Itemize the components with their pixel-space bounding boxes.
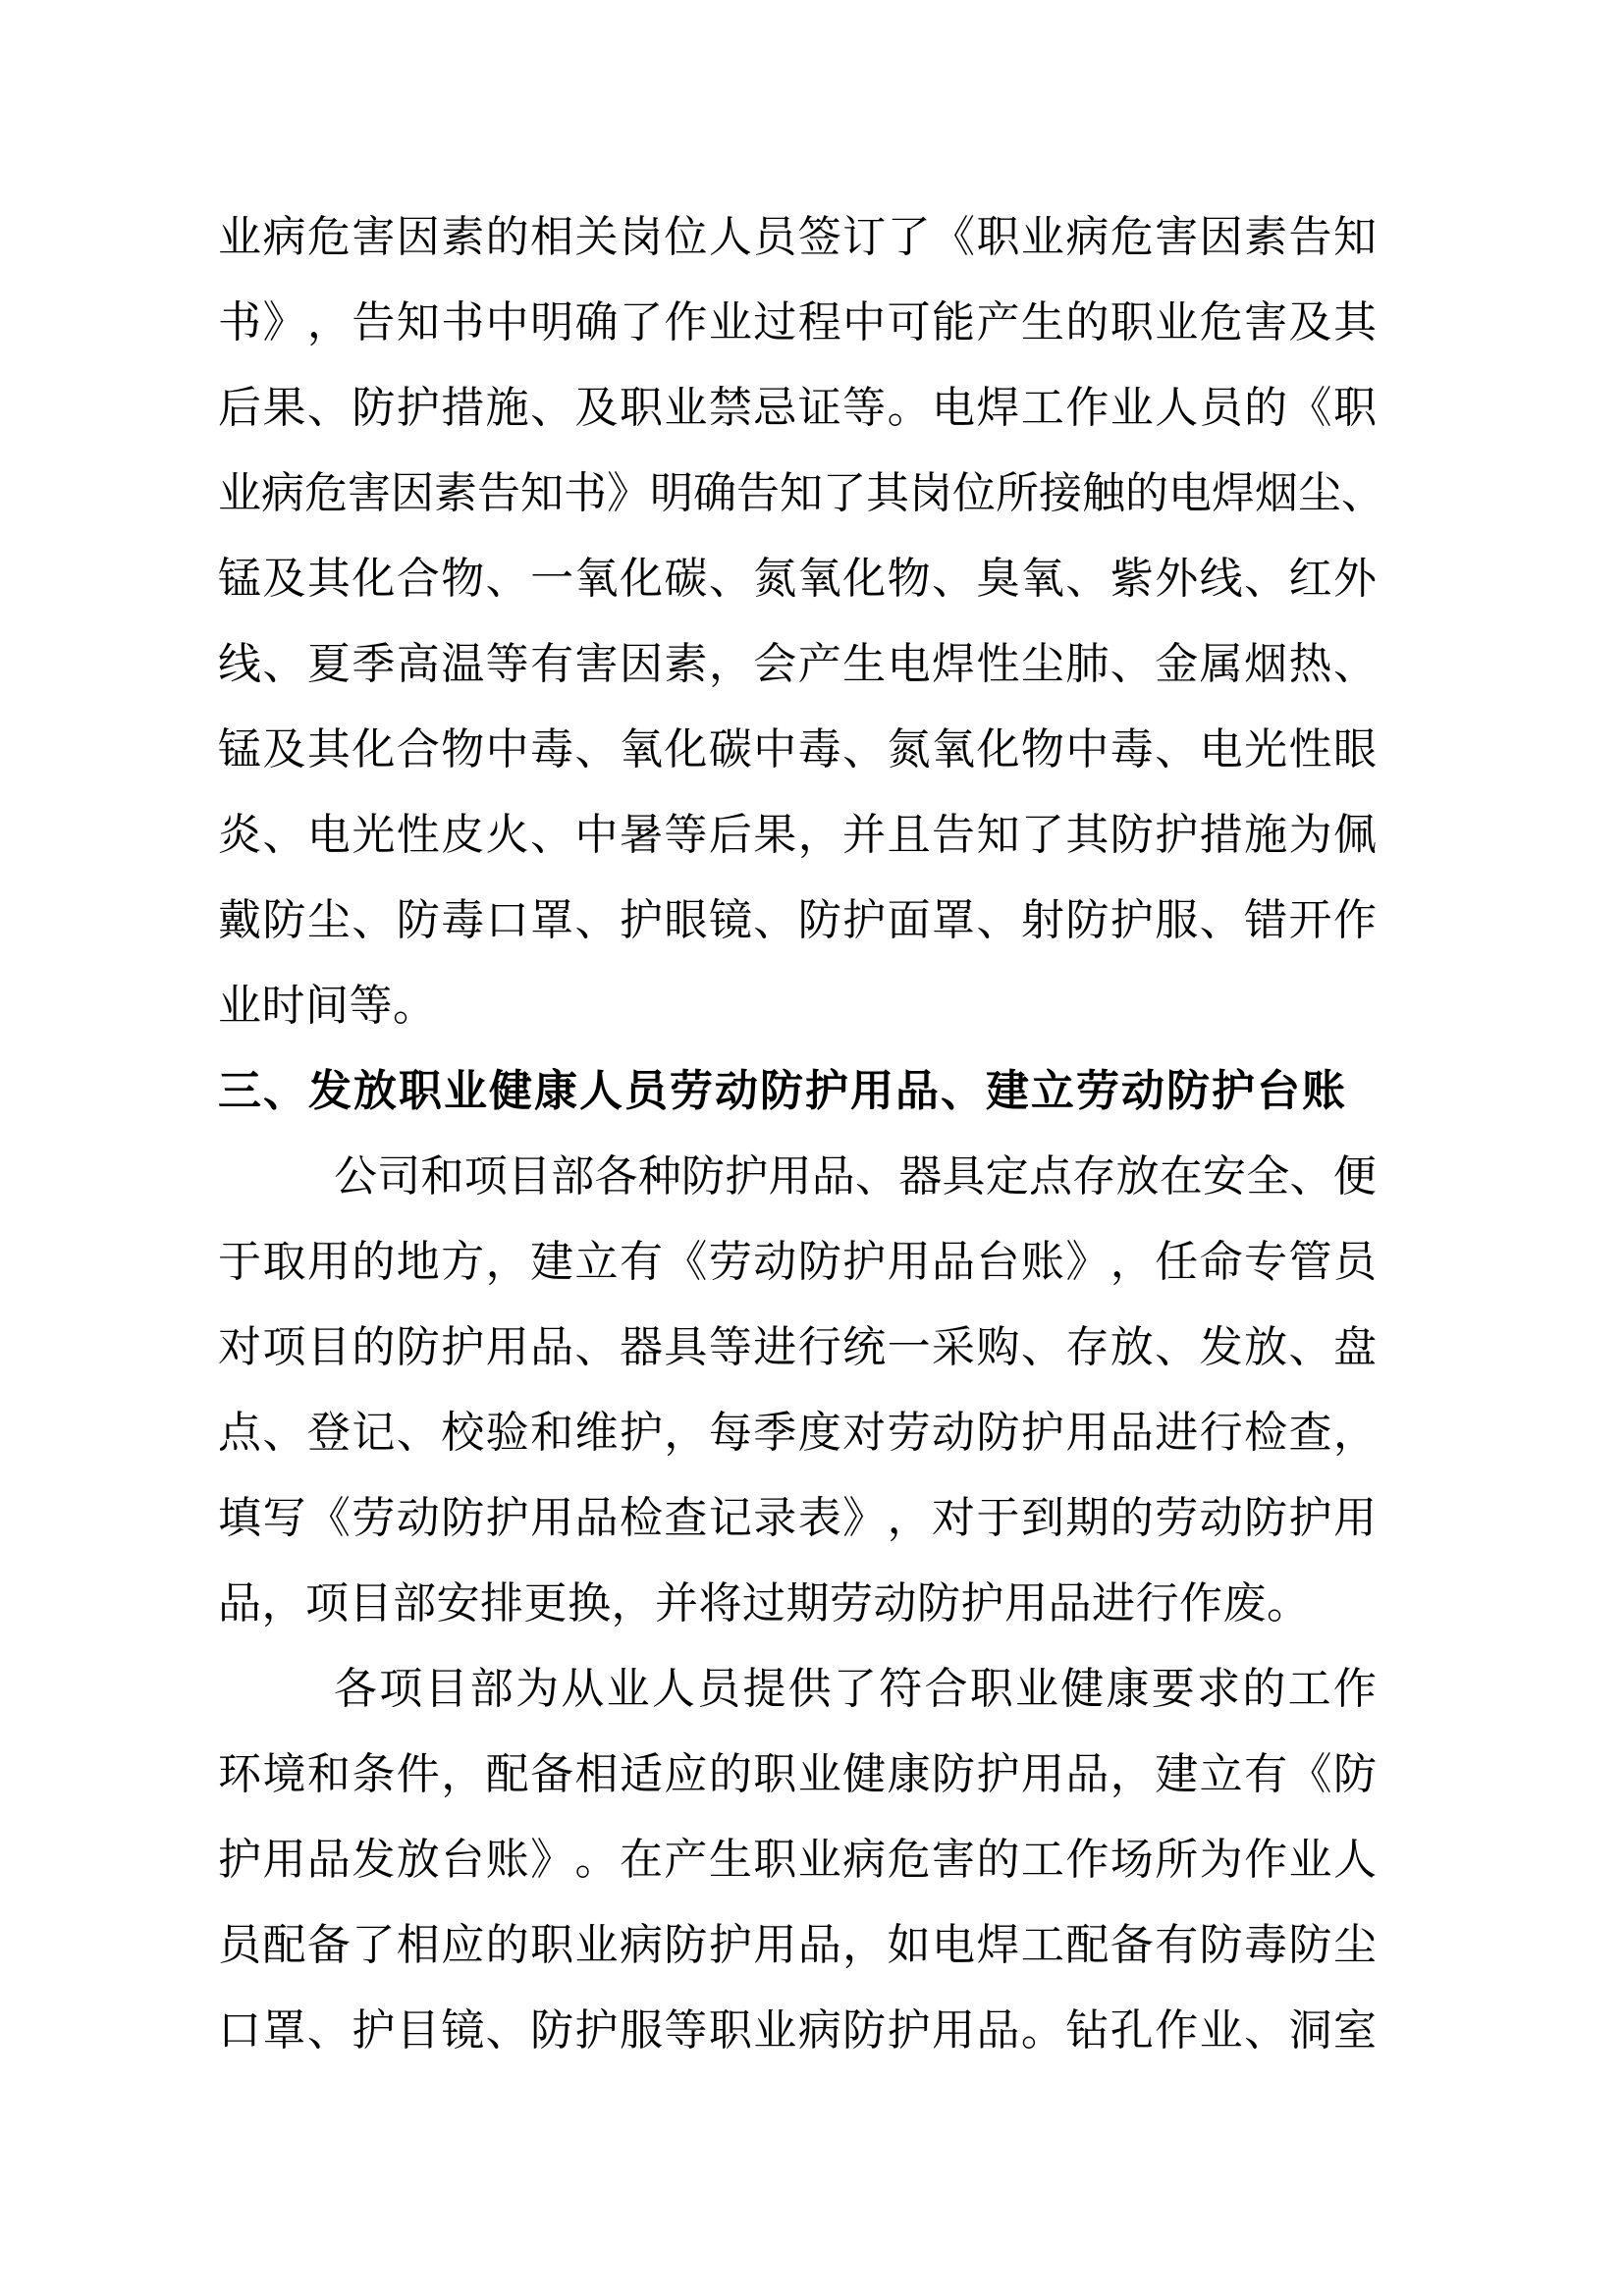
text-line: 炎 、 电 光 性 皮 火 、 中 暑 等 后 果 ， 并 且 告 知 了 其 防 护 措 施 为 佩 [218, 810, 1377, 860]
text-line: 各 项 目 部 为 从 业 人 员 提 供 了 符 合 职 业 健 康 要 求 的 工 作 [334, 1664, 1377, 1714]
text-line: 品，项目部安排更换，并将过期劳动防护用品进行作废。 [218, 1578, 1311, 1629]
text-line: 口 罩 、 护 目 镜 、 防 护 服 等 职 业 病 防 护 用 品 。 钻 孔 作 业 、 洞 室 [218, 2005, 1377, 2056]
paragraph-1 [218, 194, 1384, 1048]
text-line: 锰 及 其 化 合 物 、 一 氧 化 碳 、 氮 氧 化 物 、 臭 氧 、 紫 外 线 、 红 外 [218, 554, 1377, 604]
text-line: 点 、 登 记 、 校 验 和 维 护 ， 每 季 度 对 劳 动 防 护 用 品 进 行 检 查 ， [218, 1408, 1377, 1458]
text-line: 书 》 ， 告 知 书 中 明 确 了 作 业 过 程 中 可 能 产 生 的 职 业 危 害 及 其 [218, 297, 1377, 347]
text-line: 锰 及 其 化 合 物 中 毒 、 氧 化 碳 中 毒 、 氮 氧 化 物 中 毒 、 电 光 性 眼 [218, 724, 1377, 774]
text-block [218, 194, 1384, 2073]
text-line: 护 用 品 发 放 台 账 》 。 在 产 生 职 业 病 危 害 的 工 作 场 所 为 作 业 人 [218, 1835, 1377, 1885]
text-line: 线 、 夏 季 高 温 等 有 害 因 素 ， 会 产 生 电 焊 性 尘 肺 、 金 属 烟 热 、 [218, 639, 1377, 689]
text-line: 后 果 、 防 护 措 施 、 及 职 业 禁 忌 证 等 。 电 焊 工 作 业 人 员 的 《 职 [218, 383, 1377, 433]
text-line: 公 司 和 项 目 部 各 种 防 护 用 品 、 器 具 定 点 存 放 在 安 全 、 便 [334, 1151, 1377, 1201]
text-line: 于 取 用 的 地 方 ， 建 立 有 《 劳 动 防 护 用 品 台 账 》 ， 任 命 专 管 员 [218, 1237, 1377, 1287]
text-line: 戴 防 尘 、 防 毒 口 罩 、 护 眼 镜 、 防 护 面 罩 、 射 防 护 服 、 错 开 作 [218, 895, 1377, 945]
section-heading: 三、发放职业健康人员劳动防护用品、建立劳动防护台账 [218, 1066, 1347, 1116]
paragraph-2 [218, 1134, 1377, 1646]
text-line: 业时间等。 [218, 981, 437, 1031]
text-line: 对 项 目 的 防 护 用 品 、 器 具 等 进 行 统 一 采 购 、 存 放 、 发 放 、 盘 [218, 1322, 1377, 1372]
text-line: 业 病 危 害 因 素 的 相 关 岗 位 人 员 签 订 了 《 职 业 病 危 害 因 素 告 知 [218, 212, 1377, 262]
paragraph-3 [218, 1646, 1377, 2073]
text-line: 填 写 《 劳 动 防 护 用 品 检 查 记 录 表 》 ， 对 于 到 期 的 劳 动 防 护 用 [218, 1493, 1377, 1543]
text-line: 环 境 和 条 件 ， 配 备 相 适 应 的 职 业 健 康 防 护 用 品 ， 建 立 有 《 防 [218, 1749, 1377, 1799]
text-line: 业 病 危 害 因 素 告 知 书 》 明 确 告 知 了 其 岗 位 所 接 触 的 电 焊 烟 尘 、 [218, 468, 1384, 518]
text-line: 员 配 备 了 相 应 的 职 业 病 防 护 用 品 ， 如 电 焊 工 配 备 有 防 毒 防 尘 [218, 1920, 1377, 1970]
